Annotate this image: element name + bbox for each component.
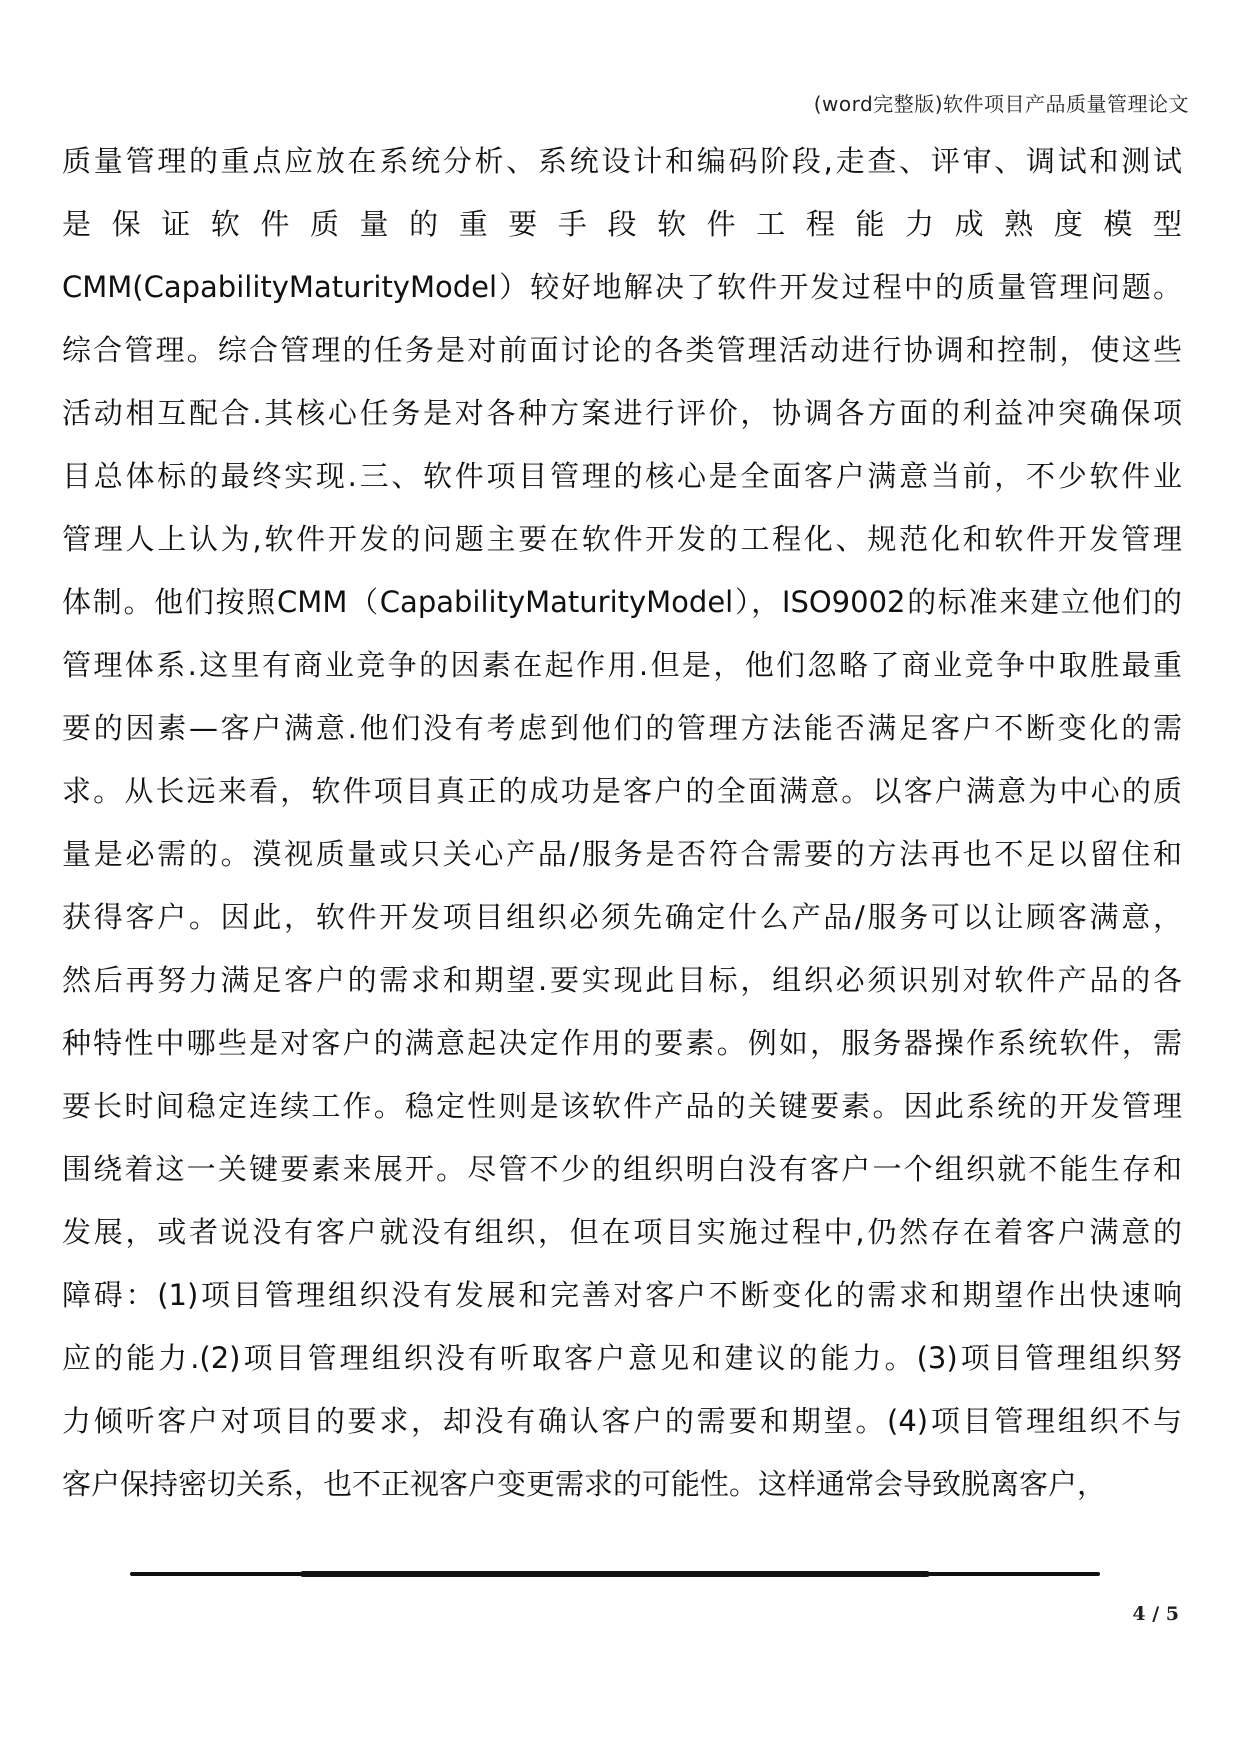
body-line: 活动相互配合.其核心任务是对各种方案进行评价，协调各方面的利益冲突确保项	[62, 396, 1182, 430]
body-line: 种特性中哪些是对客户的满意起决定作用的要素。例如，服务器操作系统软件，需	[62, 1026, 1182, 1060]
body-line: 应的能力.(2)项目管理组织没有听取客户意见和建议的能力。(3)项目管理组织努	[62, 1341, 1182, 1375]
page-number: 4 / 5	[1132, 1603, 1179, 1625]
body-line: 力倾听客户对项目的要求，却没有确认客户的需要和期望。(4)项目管理组织不与	[62, 1404, 1182, 1438]
body-line: 发展，或者说没有客户就没有组织，但在项目实施过程中,仍然存在着客户满意的	[62, 1215, 1182, 1249]
body-line: 障碍：(1)项目管理组织没有发展和完善对客户不断变化的需求和期望作出快速响	[62, 1278, 1182, 1312]
body-line: 综合管理。综合管理的任务是对前面讨论的各类管理活动进行协调和控制，使这些	[62, 333, 1182, 367]
body-line: 要的因素—客户满意.他们没有考虑到他们的管理方法能否满足客户不断变化的需	[62, 711, 1182, 745]
body-line: 求。从长远来看，软件项目真正的成功是客户的全面满意。以客户满意为中心的质	[62, 774, 1182, 808]
document-header-title: (word完整版)软件项目产品质量管理论文	[813, 92, 1189, 116]
body-line: 然后再努力满足客户的需求和期望.要实现此目标，组织必须识别对软件产品的各	[62, 963, 1182, 997]
body-line: CMM(CapabilityMaturityModel）较好地解决了软件开发过程中的质量管理问题。	[62, 270, 1182, 304]
body-line: 管理人上认为,软件开发的问题主要在软件开发的工程化、规范化和软件开发管理	[62, 522, 1182, 556]
body-line: 质量管理的重点应放在系统分析、系统设计和编码阶段,走查、评审、调试和测试	[62, 144, 1182, 178]
body-line: 体制。他们按照CMM（CapabilityMaturityModel），ISO9002的标准来建立他们的	[62, 585, 1182, 619]
body-line: 客户保持密切关系，也不正视客户变更需求的可能性。这样通常会导致脱离客户，	[62, 1467, 1107, 1501]
body-line: 获得客户。因此，软件开发项目组织必须先确定什么产品/服务可以让顾客满意，	[62, 900, 1182, 934]
body-line: 量是必需的。漠视质量或只关心产品/服务是否符合需要的方法再也不足以留住和	[62, 837, 1182, 871]
body-line: 围绕着这一关键要素来展开。尽管不少的组织明白没有客户一个组织就不能生存和	[62, 1152, 1182, 1186]
body-line: 是保证软件质量的重要手段软件工程能力成熟度模型	[62, 207, 1182, 241]
body-line: 管理体系.这里有商业竞争的因素在起作用.但是，他们忽略了商业竞争中取胜最重	[62, 648, 1182, 682]
footer-divider	[130, 1572, 1100, 1576]
body-line: 要长时间稳定连续工作。稳定性则是该软件产品的关键要素。因此系统的开发管理	[62, 1089, 1182, 1123]
body-line: 目总体标的最终实现.三、软件项目管理的核心是全面客户满意当前，不少软件业	[62, 459, 1182, 493]
document-body	[62, 130, 1182, 1516]
